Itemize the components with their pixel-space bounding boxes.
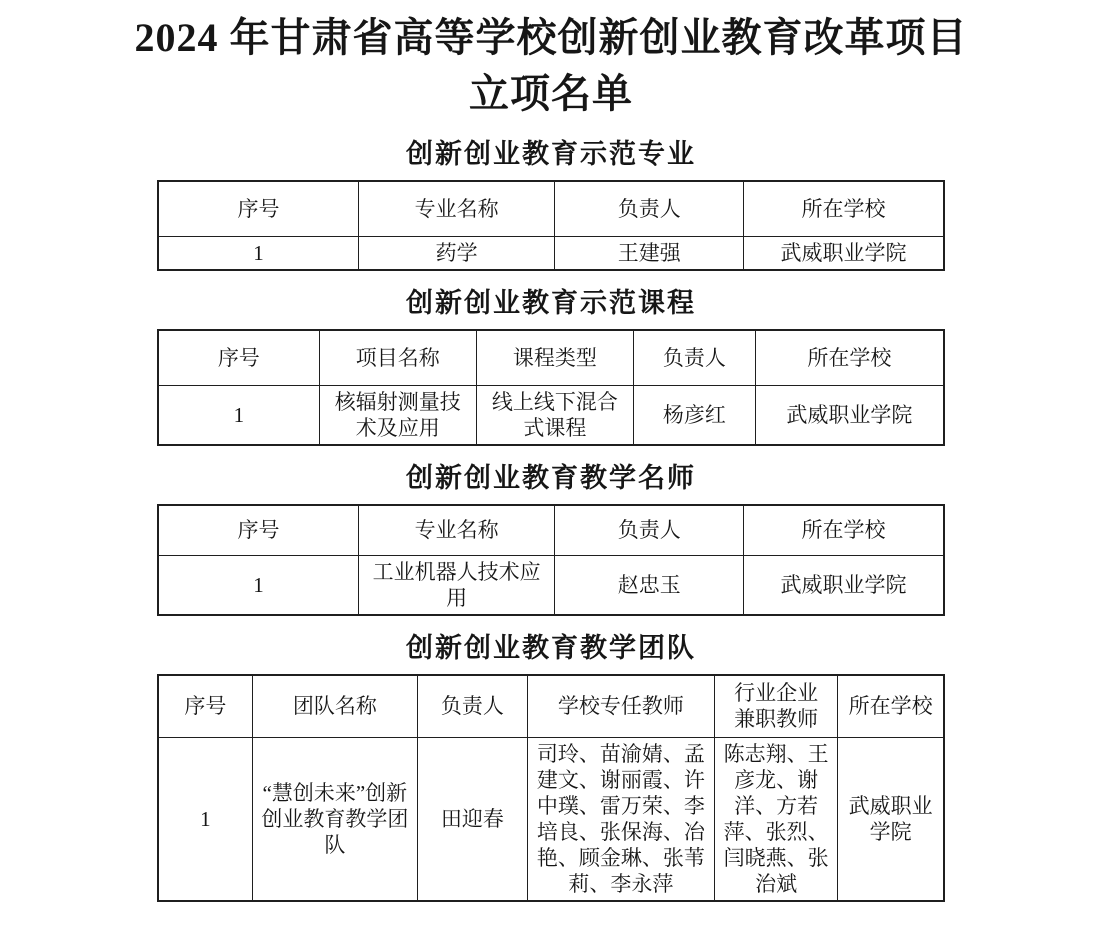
section-2-table bbox=[157, 329, 945, 447]
column-header: 所在学校 bbox=[744, 505, 944, 555]
table-cell: 1 bbox=[158, 236, 358, 270]
table-cell: 药学 bbox=[358, 236, 555, 270]
section-3-heading: 创新创业教育教学名师 bbox=[406, 463, 696, 493]
table-header-row bbox=[158, 675, 944, 738]
column-header: 负责人 bbox=[555, 181, 744, 236]
table-header-row bbox=[158, 505, 944, 555]
column-header: 学校专任教师 bbox=[527, 675, 714, 738]
sections-container bbox=[0, 138, 1102, 902]
column-header: 负责人 bbox=[555, 505, 744, 555]
column-header: 课程类型 bbox=[476, 330, 633, 386]
table-cell: 工业机器人技术应用 bbox=[358, 555, 555, 615]
column-header: 序号 bbox=[158, 675, 252, 738]
section-1-heading: 创新创业教育示范专业 bbox=[406, 139, 696, 169]
column-header: 负责人 bbox=[417, 675, 527, 738]
table-cell: 司玲、苗渝婧、孟建文、谢丽霞、许中璞、雷万荣、李培良、张保海、冶艳、顾金琳、张苇莉、李永萍 bbox=[527, 738, 714, 902]
table-cell: 王建强 bbox=[555, 236, 744, 270]
column-header: 所在学校 bbox=[838, 675, 944, 738]
table-cell: 1 bbox=[158, 555, 358, 615]
column-header: 项目名称 bbox=[319, 330, 476, 386]
table-cell: 1 bbox=[158, 738, 252, 902]
column-header: 序号 bbox=[158, 330, 319, 386]
table-cell: “慧创未来”创新创业教育教学团队 bbox=[252, 738, 417, 902]
table-row bbox=[158, 738, 944, 902]
document-title-line1: 2024 年甘肃省高等学校创新创业教育改革项目 bbox=[134, 15, 968, 60]
document-title bbox=[0, 10, 1102, 122]
table-row bbox=[158, 555, 944, 615]
table-cell: 武威职业学院 bbox=[838, 738, 944, 902]
section-2-heading: 创新创业教育示范课程 bbox=[406, 287, 696, 318]
section-1-table bbox=[157, 180, 945, 271]
column-header: 行业企业兼职教师 bbox=[714, 675, 837, 738]
table-cell: 武威职业学院 bbox=[755, 386, 944, 446]
table-cell: 赵忠玉 bbox=[555, 555, 744, 615]
section-4-table bbox=[157, 674, 945, 903]
column-header: 序号 bbox=[158, 505, 358, 555]
column-header: 专业名称 bbox=[358, 505, 555, 555]
table-cell: 田迎春 bbox=[417, 738, 527, 902]
table-row bbox=[158, 386, 944, 446]
column-header: 所在学校 bbox=[755, 330, 944, 386]
column-header: 负责人 bbox=[634, 330, 756, 386]
table-cell: 杨彦红 bbox=[634, 386, 756, 446]
table-header-row bbox=[158, 330, 944, 386]
table-cell: 武威职业学院 bbox=[744, 555, 944, 615]
column-header: 专业名称 bbox=[358, 181, 555, 236]
document-title-line2: 立项名单 bbox=[469, 71, 633, 116]
table-header-row bbox=[158, 181, 944, 236]
table-cell: 陈志翔、王彦龙、谢洋、方若萍、张烈、闫晓燕、张治斌 bbox=[714, 738, 837, 902]
section-3-table bbox=[157, 504, 945, 616]
table-cell: 核辐射测量技术及应用 bbox=[319, 386, 476, 446]
column-header: 序号 bbox=[158, 181, 358, 236]
table-cell: 武威职业学院 bbox=[744, 236, 944, 270]
column-header: 所在学校 bbox=[744, 181, 944, 236]
section-4-heading: 创新创业教育教学团队 bbox=[406, 632, 696, 663]
table-cell: 1 bbox=[158, 386, 319, 446]
table-row bbox=[158, 236, 944, 270]
table-cell: 线上线下混合式课程 bbox=[476, 386, 633, 446]
column-header: 团队名称 bbox=[252, 675, 417, 738]
